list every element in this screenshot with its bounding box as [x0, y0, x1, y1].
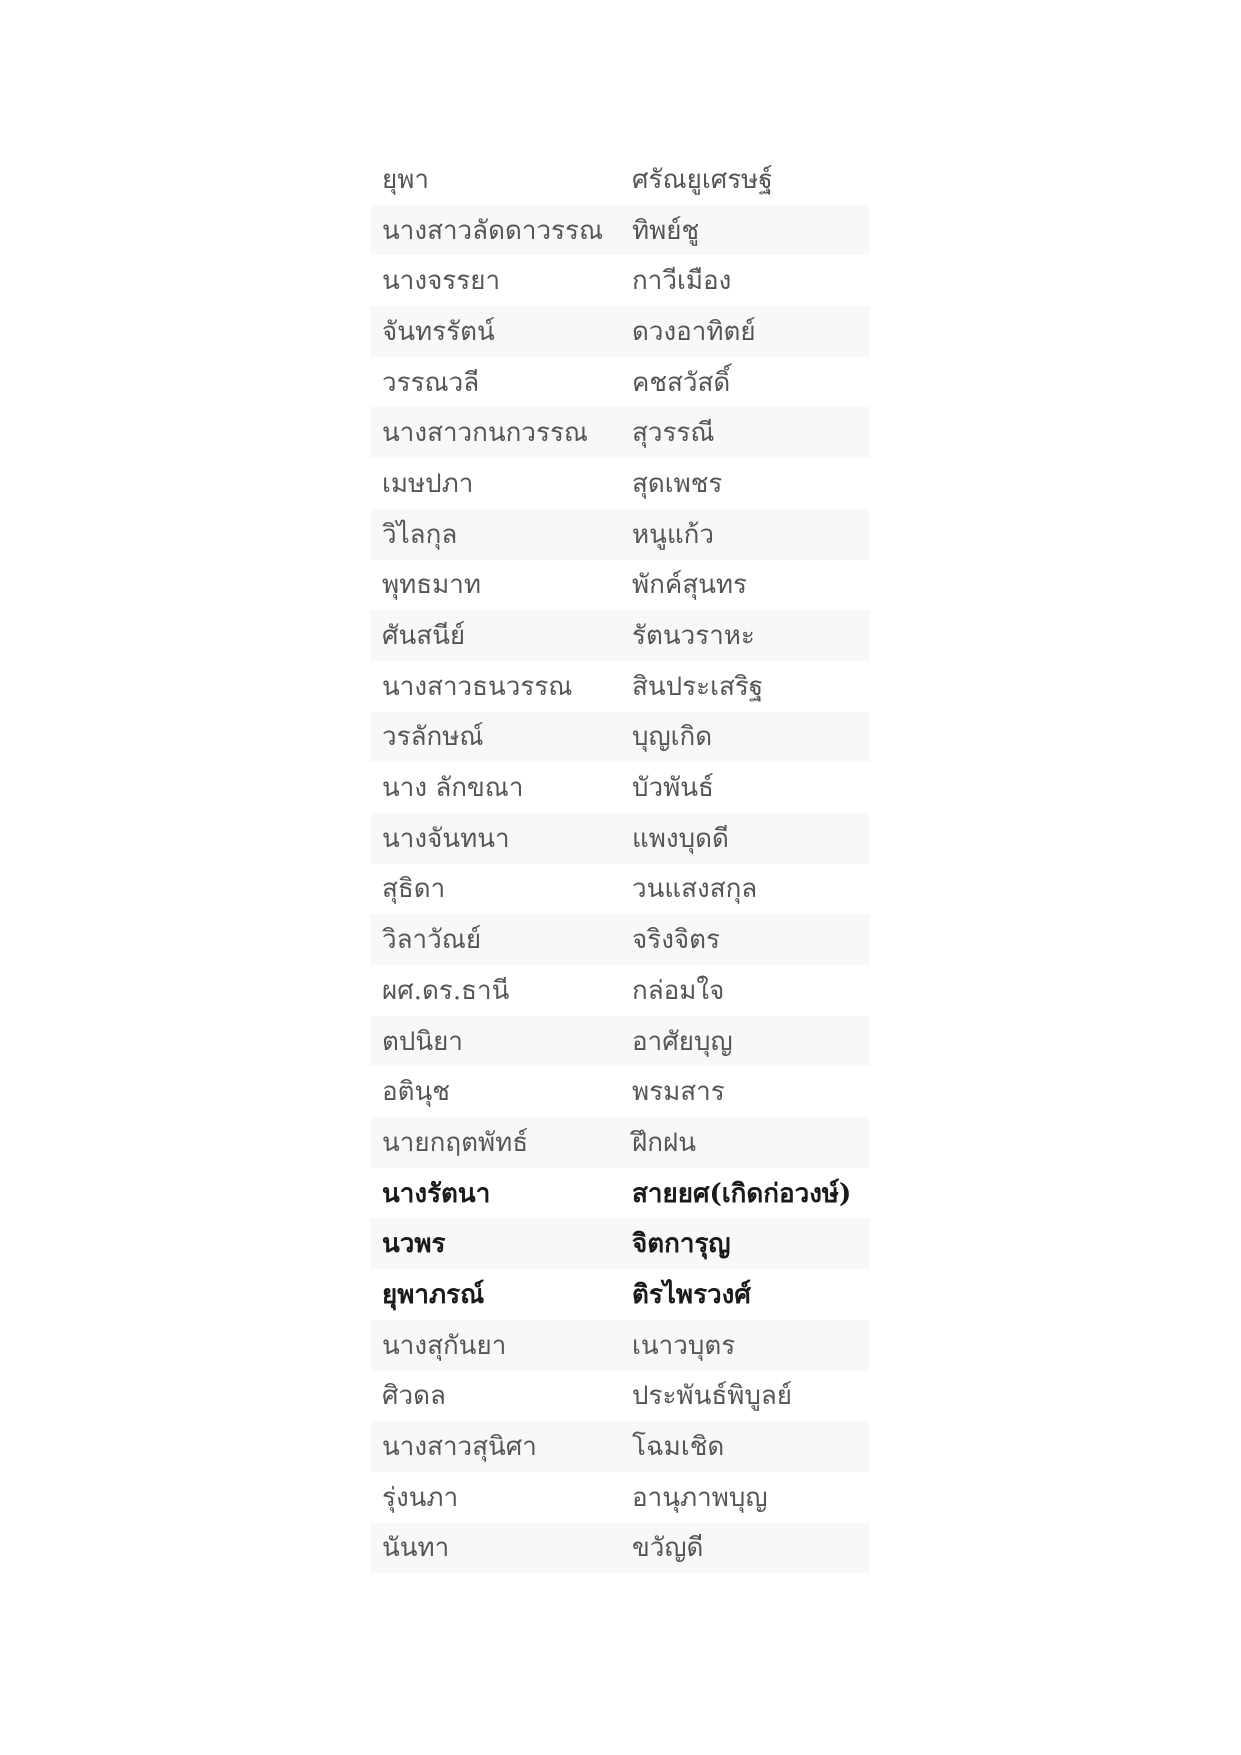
last-name-cell: อาศัยบุญ	[632, 1026, 733, 1057]
table-row	[370, 813, 870, 864]
first-name-cell: ตปนิยา	[382, 1026, 463, 1057]
first-name-cell: นายกฤตพัทธ์	[382, 1127, 529, 1158]
table-row	[370, 610, 870, 661]
last-name-cell: ฝึกฝน	[632, 1127, 696, 1158]
last-name-cell: ศรัณยูเศรษฐ์	[632, 164, 773, 195]
first-name-cell: ยุพา	[382, 164, 429, 195]
table-row	[370, 1320, 870, 1371]
table-row	[370, 1371, 870, 1422]
table-row	[370, 1472, 870, 1523]
table-row	[370, 205, 870, 256]
first-name-cell: ผศ.ดร.ธานี	[382, 975, 510, 1006]
first-name-cell: นางรัตนา	[382, 1178, 491, 1209]
last-name-cell: รัตนวราหะ	[632, 621, 755, 652]
last-name-cell: จริงจิตร	[632, 925, 720, 956]
table-row	[370, 407, 870, 458]
table-row	[370, 1269, 870, 1320]
first-name-cell: นางสาวกนกวรรณ	[382, 418, 589, 449]
last-name-cell: กล่อมใจ	[632, 975, 725, 1006]
first-name-cell: สุธิดา	[382, 874, 446, 905]
last-name-cell: ติรไพรวงศ์	[632, 1279, 751, 1310]
table-row	[370, 255, 870, 306]
last-name-cell: บุญเกิด	[632, 722, 713, 753]
last-name-cell: อานุภาพบุญ	[632, 1482, 768, 1513]
table-row	[370, 914, 870, 965]
last-name-cell: สุดเพชร	[632, 468, 723, 499]
last-name-cell: สายยศ(เกิดก่อวงษ์)	[632, 1178, 852, 1209]
table-row	[370, 1523, 870, 1574]
table-row	[370, 560, 870, 611]
first-name-cell: วิลาวัณย์	[382, 925, 482, 956]
first-name-cell: พุทธมาท	[382, 570, 482, 601]
first-name-cell: อตินุช	[382, 1077, 450, 1108]
last-name-cell: สุวรรณี	[632, 418, 715, 449]
table-row	[370, 1016, 870, 1067]
last-name-cell: แพงบุดดี	[632, 823, 729, 854]
last-name-cell: คชสวัสดิ์	[632, 367, 731, 398]
table-row	[370, 712, 870, 763]
first-name-cell: นางจันทนา	[382, 823, 510, 854]
name-table-body	[370, 154, 870, 1573]
table-row	[370, 306, 870, 357]
first-name-cell: เมษปภา	[382, 468, 474, 499]
table-row	[370, 458, 870, 509]
first-name-cell: นางสาวลัดดาวรรณ	[382, 215, 604, 246]
table-row	[370, 965, 870, 1016]
first-name-cell: ยุพาภรณ์	[382, 1279, 485, 1310]
first-name-cell: นางสุกันยา	[382, 1330, 507, 1361]
last-name-cell: วนแสงสกุล	[632, 874, 758, 905]
table-row	[370, 1168, 870, 1219]
first-name-cell: จันทรรัตน์	[382, 316, 495, 347]
table-row	[370, 509, 870, 560]
last-name-cell: บัวพันธ์	[632, 773, 714, 804]
table-row	[370, 1117, 870, 1168]
first-name-cell: นวพร	[382, 1229, 446, 1260]
name-table	[370, 154, 870, 1573]
table-row	[370, 661, 870, 712]
last-name-cell: ประพันธ์พิบูลย์	[632, 1381, 793, 1412]
last-name-cell: ทิพย์ชู	[632, 215, 700, 246]
table-row	[370, 154, 870, 205]
first-name-cell: นาง ลักขณา	[382, 773, 524, 804]
first-name-cell: รุ่งนภา	[382, 1482, 459, 1513]
first-name-cell: วรลักษณ์	[382, 722, 484, 753]
last-name-cell: ดวงอาทิตย์	[632, 316, 756, 347]
last-name-cell: ขวัญดี	[632, 1533, 704, 1564]
table-row	[370, 762, 870, 813]
first-name-cell: ศันสนีย์	[382, 621, 466, 652]
last-name-cell: โฉมเชิด	[632, 1432, 725, 1463]
last-name-cell: กาวีเมือง	[632, 266, 732, 297]
first-name-cell: นางสาวสุนิศา	[382, 1432, 537, 1463]
first-name-cell: นางสาวธนวรรณ	[382, 671, 573, 702]
last-name-cell: พรมสาร	[632, 1077, 725, 1108]
last-name-cell: สินประเสริฐ	[632, 671, 764, 702]
last-name-cell: เนาวบุตร	[632, 1330, 736, 1361]
first-name-cell: วรรณวลี	[382, 367, 480, 398]
first-name-cell: นางจรรยา	[382, 266, 501, 297]
table-row	[370, 1066, 870, 1117]
table-row	[370, 357, 870, 408]
last-name-cell: หนูแก้ว	[632, 519, 715, 550]
first-name-cell: ศิวดล	[382, 1381, 446, 1412]
table-row	[370, 1421, 870, 1472]
last-name-cell: พักค์สุนทร	[632, 570, 748, 601]
first-name-cell: วิไลกุล	[382, 519, 458, 550]
first-name-cell: นันทา	[382, 1533, 450, 1564]
table-row	[370, 864, 870, 915]
last-name-cell: จิตการุญ	[632, 1229, 731, 1260]
table-row	[370, 1218, 870, 1269]
